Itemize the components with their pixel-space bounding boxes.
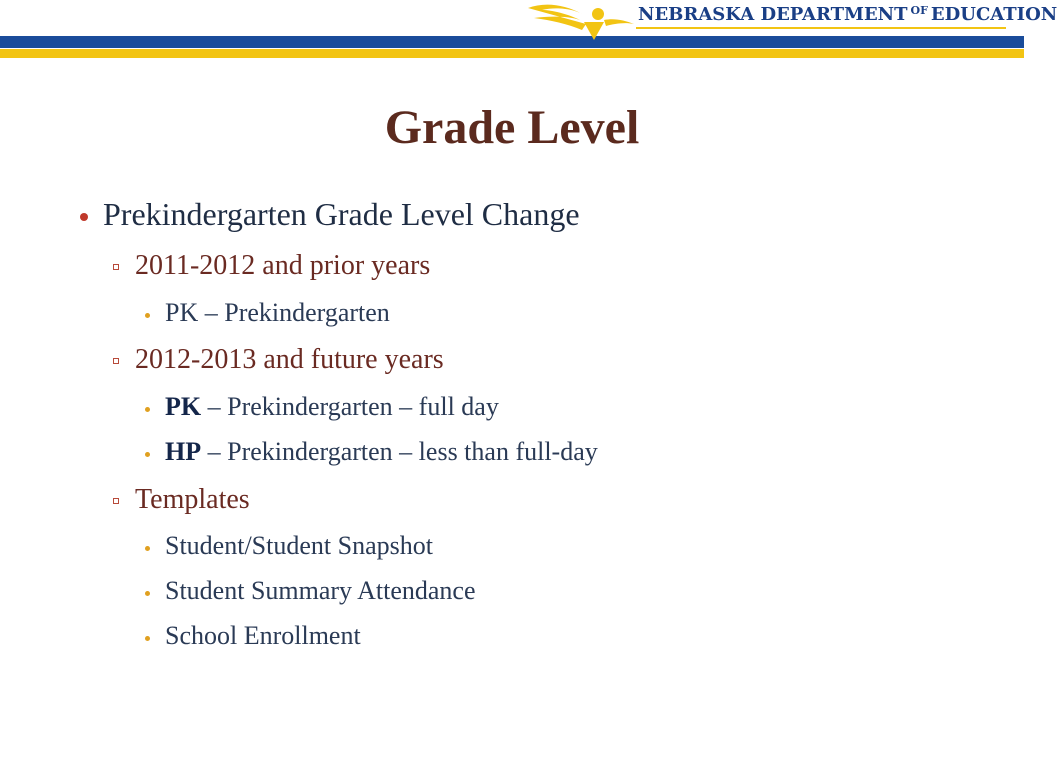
grade-description: – Prekindergarten – full day (201, 392, 499, 421)
slide-title: Grade Level (384, 101, 640, 154)
bullet-level1: Prekindergarten Grade Level Change (103, 196, 580, 232)
bullet-marker-level3 (145, 313, 150, 318)
bullet-level3 (165, 392, 499, 422)
bullet-marker-level3 (145, 591, 150, 596)
bullet-level3: School Enrollment (165, 621, 361, 650)
grade-code: PK (165, 392, 202, 421)
bullet-marker-level2 (113, 358, 119, 364)
bullet-marker-level3 (145, 452, 150, 457)
bullet-level2: Templates (135, 484, 250, 515)
bullet-level3: Student Summary Attendance (165, 576, 476, 605)
bullet-level3: PK – Prekindergarten (165, 298, 390, 327)
bullet-level3 (165, 437, 598, 467)
org-name-of: OF (910, 4, 928, 17)
grade-code: HP (165, 437, 202, 466)
bullet-level2: 2011-2012 and prior years (135, 250, 431, 281)
bullet-marker-level2 (113, 264, 119, 270)
org-name-part2: EDUCATION (930, 4, 1057, 25)
bullet-level2: 2012-2013 and future years (135, 344, 444, 375)
bullet-level3: Student/Student Snapshot (165, 531, 433, 560)
bullet-marker-level3 (145, 636, 150, 641)
bullet-marker-level2 (113, 498, 119, 504)
grade-description: – Prekindergarten – less than full-day (201, 437, 598, 466)
bullet-marker-level1 (80, 213, 88, 221)
bullet-marker-level3 (145, 546, 150, 551)
bullet-marker-level3 (145, 407, 150, 412)
org-name-part1: NEBRASKA DEPARTMENT (638, 4, 908, 25)
